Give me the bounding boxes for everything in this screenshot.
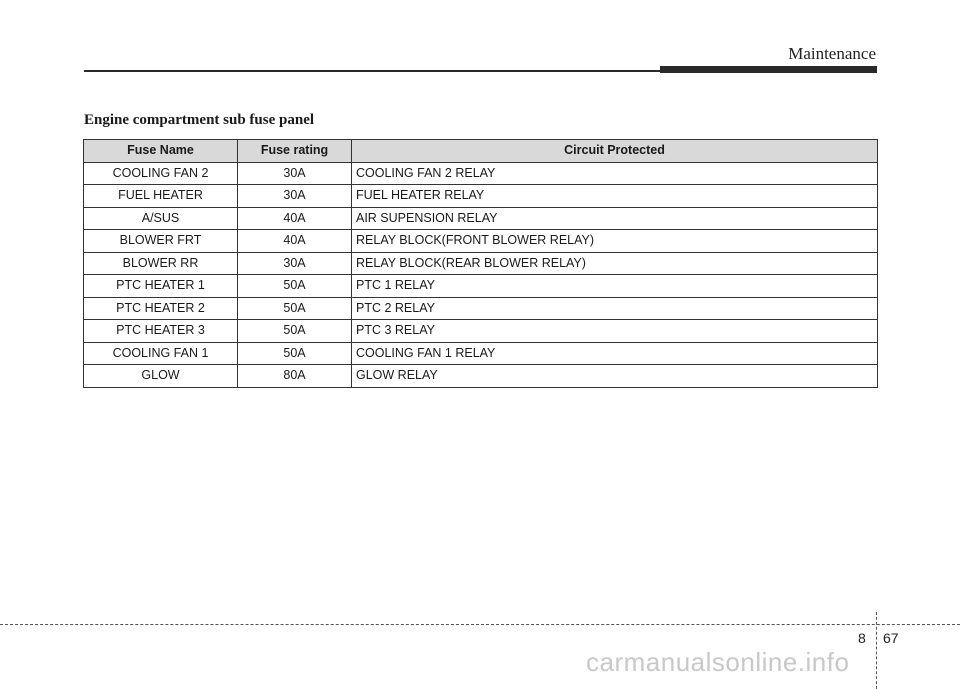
footer-divider: [0, 624, 960, 625]
circuit-cell: RELAY BLOCK(FRONT BLOWER RELAY): [352, 230, 878, 253]
fuse-rating-cell: 50A: [238, 320, 352, 343]
circuit-cell: GLOW RELAY: [352, 365, 878, 388]
fuse-name-cell: PTC HEATER 3: [84, 320, 238, 343]
fuse-name-cell: FUEL HEATER: [84, 185, 238, 208]
header-rule-accent: [660, 66, 877, 73]
table-row: [84, 297, 878, 320]
header-fuse-name: Fuse Name: [84, 140, 238, 163]
fuse-rating-cell: 50A: [238, 342, 352, 365]
header-circuit-protected: Circuit Protected: [352, 140, 878, 163]
table-row: [84, 252, 878, 275]
header-rule: [84, 70, 660, 72]
header-fuse-rating: Fuse rating: [238, 140, 352, 163]
fuse-name-cell: COOLING FAN 1: [84, 342, 238, 365]
page-number: 67: [883, 630, 899, 646]
fuse-rating-cell: 50A: [238, 275, 352, 298]
chapter-number: 8: [858, 630, 866, 646]
table-row: [84, 185, 878, 208]
header-title: Maintenance: [788, 44, 876, 63]
circuit-cell: PTC 1 RELAY: [352, 275, 878, 298]
circuit-cell: COOLING FAN 1 RELAY: [352, 342, 878, 365]
fuse-name-cell: A/SUS: [84, 207, 238, 230]
footer-page-divider: [876, 612, 877, 689]
table-row: [84, 342, 878, 365]
fuse-name-cell: BLOWER RR: [84, 252, 238, 275]
fuse-name-cell: GLOW: [84, 365, 238, 388]
fuse-rating-cell: 80A: [238, 365, 352, 388]
fuse-rating-cell: 30A: [238, 162, 352, 185]
table-row: [84, 275, 878, 298]
watermark: carmanualsonline.info: [586, 647, 850, 677]
circuit-cell: FUEL HEATER RELAY: [352, 185, 878, 208]
table-row: [84, 230, 878, 253]
table-row: [84, 207, 878, 230]
fuse-table: [83, 139, 878, 388]
fuse-rating-cell: 30A: [238, 185, 352, 208]
circuit-cell: PTC 2 RELAY: [352, 297, 878, 320]
fuse-rating-cell: 40A: [238, 230, 352, 253]
fuse-name-cell: COOLING FAN 2: [84, 162, 238, 185]
circuit-cell: COOLING FAN 2 RELAY: [352, 162, 878, 185]
circuit-cell: PTC 3 RELAY: [352, 320, 878, 343]
fuse-rating-cell: 30A: [238, 252, 352, 275]
fuse-rating-cell: 50A: [238, 297, 352, 320]
fuse-name-cell: PTC HEATER 2: [84, 297, 238, 320]
table-header-row: [84, 140, 878, 163]
circuit-cell: AIR SUPENSION RELAY: [352, 207, 878, 230]
table-row: [84, 320, 878, 343]
fuse-name-cell: BLOWER FRT: [84, 230, 238, 253]
fuse-rating-cell: 40A: [238, 207, 352, 230]
table-row: [84, 365, 878, 388]
section-title: Engine compartment sub fuse panel: [84, 112, 315, 128]
table-row: [84, 162, 878, 185]
circuit-cell: RELAY BLOCK(REAR BLOWER RELAY): [352, 252, 878, 275]
fuse-name-cell: PTC HEATER 1: [84, 275, 238, 298]
